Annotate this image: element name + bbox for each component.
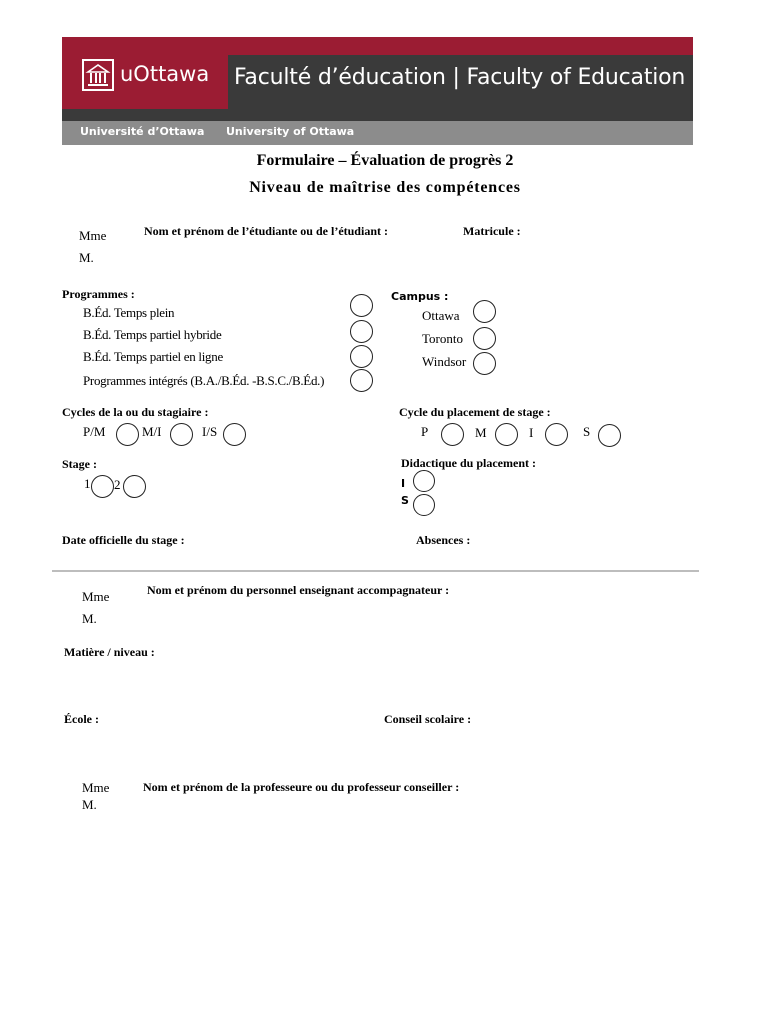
stage-option-label: 1 bbox=[84, 476, 91, 491]
cycle-placement-label: Cycle du placement de stage : bbox=[399, 405, 551, 419]
faculty-banner bbox=[62, 37, 693, 145]
didactique-label: Didactique du placement : bbox=[401, 456, 536, 470]
school-label: École : bbox=[64, 712, 99, 726]
placement-option-label: S bbox=[583, 424, 591, 439]
stage-label: Stage : bbox=[62, 457, 97, 471]
campus-radio-windsor[interactable] bbox=[473, 352, 496, 375]
professor-mme: Mme bbox=[82, 780, 110, 795]
cycle-option-label: M/I bbox=[142, 424, 162, 439]
didactique-option-label: S bbox=[401, 494, 409, 507]
programme-option-label: B.Éd. Temps partiel hybride bbox=[83, 327, 222, 342]
campus-label: Campus : bbox=[391, 290, 449, 303]
didactique-option-label: I bbox=[401, 477, 406, 490]
teacher-name-label: Nom et prénom du personnel enseignant accompagnateur : bbox=[147, 583, 450, 597]
stage-radio-2[interactable] bbox=[123, 475, 146, 498]
placement-option-label: M bbox=[475, 425, 487, 440]
date-officielle-label: Date officielle du stage : bbox=[62, 533, 185, 547]
matricule-label: Matricule : bbox=[463, 224, 521, 238]
programmes-label: Programmes : bbox=[62, 287, 135, 301]
teacher-m: M. bbox=[82, 611, 97, 626]
cycle-option-label: I/S bbox=[202, 424, 218, 439]
campus-radio-toronto[interactable] bbox=[473, 327, 496, 350]
programme-option-label: B.Éd. Temps partiel en ligne bbox=[83, 349, 223, 364]
cycles-label: Cycles de la ou du stagiaire : bbox=[62, 405, 209, 419]
placement-radio-s[interactable] bbox=[598, 424, 621, 447]
stage-option-label: 2 bbox=[114, 477, 121, 492]
programme-radio-temps-partiel-en-ligne[interactable] bbox=[350, 345, 373, 368]
absences-label: Absences : bbox=[416, 533, 471, 547]
form-title: Formulaire – Évaluation de progrès 2 bbox=[256, 152, 514, 169]
university-name-en: University of Ottawa bbox=[226, 125, 355, 138]
student-m: M. bbox=[79, 250, 94, 265]
placement-option-label: P bbox=[421, 424, 429, 439]
placement-radio-m[interactable] bbox=[495, 423, 518, 446]
faculty-title: Faculté d’éducation | Faculty of Education bbox=[234, 65, 686, 90]
programme-option-label: B.Éd. Temps plein bbox=[83, 305, 175, 320]
stage-radio-1[interactable] bbox=[91, 475, 114, 498]
cycle-radio-mi[interactable] bbox=[170, 423, 193, 446]
programme-radio-temps-plein[interactable] bbox=[350, 294, 373, 317]
school-board-label: Conseil scolaire : bbox=[384, 712, 472, 726]
section-divider bbox=[52, 570, 699, 572]
campus-radio-ottawa[interactable] bbox=[473, 300, 496, 323]
professor-name-label: Nom et prénom de la professeure ou du professeur conseiller : bbox=[143, 780, 460, 794]
programme-option-label: Programmes intégrés (B.A./B.Éd. -B.S.C./B.Éd.) bbox=[83, 373, 325, 388]
student-mme: Mme bbox=[79, 228, 107, 243]
university-logo-icon bbox=[82, 59, 114, 91]
university-name-fr: Université d’Ottawa bbox=[80, 125, 205, 138]
student-name-label: Nom et prénom de l’étudiante ou de l’étudiant : bbox=[144, 224, 388, 238]
subject-level-label: Matière / niveau : bbox=[64, 645, 155, 659]
placement-radio-i[interactable] bbox=[545, 423, 568, 446]
placement-radio-p[interactable] bbox=[441, 423, 464, 446]
professor-m: M. bbox=[82, 797, 97, 812]
cycle-option-label: P/M bbox=[83, 424, 106, 439]
didactique-radio-s[interactable] bbox=[413, 494, 435, 516]
campus-option-label: Windsor bbox=[422, 354, 467, 369]
programme-radio-temps-partiel-hybride[interactable] bbox=[350, 320, 373, 343]
banner-dark-strip bbox=[62, 109, 693, 121]
didactique-radio-i[interactable] bbox=[413, 470, 435, 492]
campus-option-label: Toronto bbox=[422, 331, 463, 346]
campus-option-label: Ottawa bbox=[422, 308, 460, 323]
cycle-radio-is[interactable] bbox=[223, 423, 246, 446]
placement-option-label: I bbox=[529, 425, 534, 440]
logo-text: uOttawa bbox=[120, 62, 210, 86]
teacher-mme: Mme bbox=[82, 589, 110, 604]
programme-radio-programmes-integres[interactable] bbox=[350, 369, 373, 392]
cycle-radio-pm[interactable] bbox=[116, 423, 139, 446]
form-subtitle: Niveau de maîtrise des compétences bbox=[249, 179, 521, 196]
